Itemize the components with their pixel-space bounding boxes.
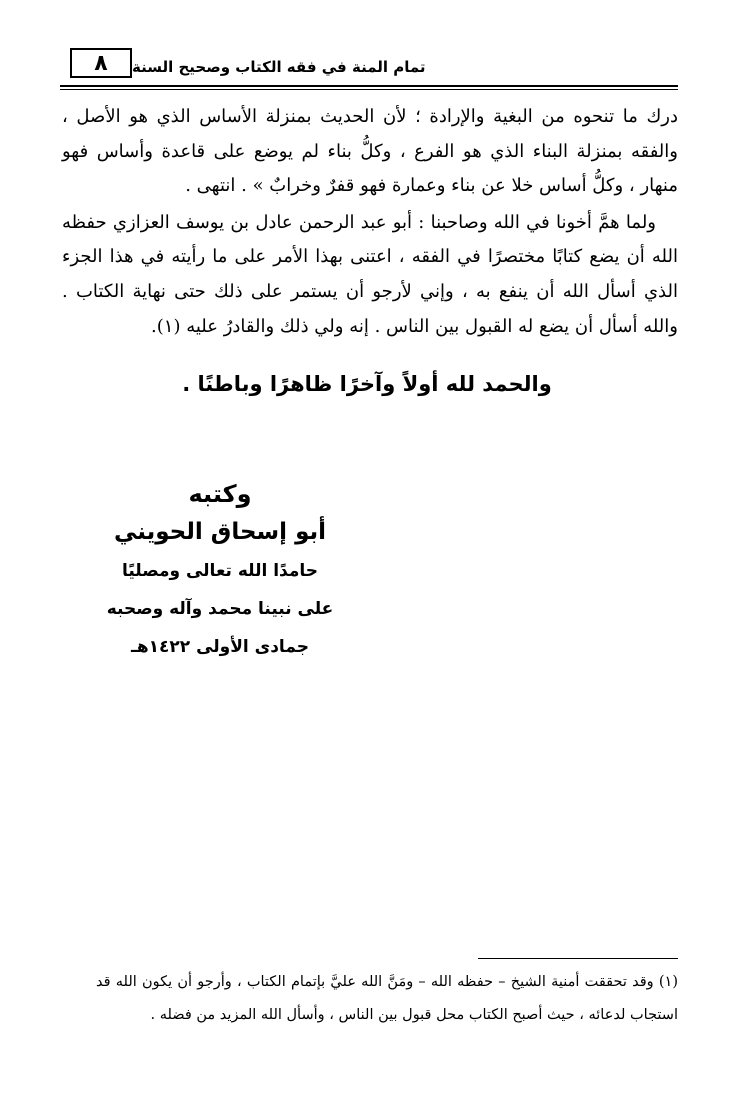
signature-wrote: وكتبه bbox=[188, 480, 252, 508]
header-rule bbox=[60, 85, 678, 87]
footnote bbox=[96, 966, 678, 1032]
page-number: ٨ bbox=[94, 50, 108, 76]
signature-date: جمادى الأولى ١٤٢٢هـ bbox=[131, 637, 309, 657]
book-title: تمام المنة في فقه الكتاب وصحيح السنة bbox=[132, 58, 426, 76]
header-rule-thin bbox=[60, 89, 678, 90]
author-name: أبو إسحاق الحويني bbox=[113, 519, 327, 545]
signature-block bbox=[90, 476, 350, 666]
signature-line-1: حامدًا الله تعالى ومصليًا bbox=[121, 561, 319, 581]
running-header bbox=[60, 48, 678, 86]
page-number-box bbox=[70, 48, 132, 78]
paragraph-1: درك ما تنحوه من البغية والإرادة ؛ لأن الحديث بمنزلة الأساس الذي هو الأصل ، والفقه بمنزلة البناء الذي هو الفرع ، وكلُّ بناء لم يوضع على قاعدة وأساس فهو منهار ، وكلُّ أساس خلا عن بناء وعمارة فهو قفرٌ وخرابٌ » . انتهى . bbox=[62, 106, 678, 197]
paragraph-2: ولما همَّ أخونا في الله وصاحبنا : أبو عبد الرحمن عادل بن يوسف العزازي حفظه الله أن يضع كتابًا مختصرًا في الفقه ، اعتنى بهذا الأمر على ما رأيته في هذا الجزء الذي أسأل الله أن ينفع به ، وإني لأرجو أن يستمر على ذلك حتى نهاية الكتاب . والله أسأل أن يضع له القبول بين الناس . إنه ولي ذلك والقادرُ عليه (١). bbox=[62, 211, 678, 337]
main-text bbox=[62, 100, 678, 344]
footnote-text: (١) وقد تحققت أمنية الشيخ – حفظه الله – ومَنَّ الله عليَّ بإتمام الكتاب ، وأرجو أن يكون الله قد استجاب لدعائه ، حيث أصبح الكتاب محل قبول بين الناس ، وأسأل الله المزيد من فضله . bbox=[96, 974, 678, 1023]
signature-line-2: على نبينا محمد وآله وصحبه bbox=[106, 599, 334, 619]
footnote-rule bbox=[478, 958, 678, 959]
closing-praise: والحمد لله أولاً وآخرًا ظاهرًا وباطنًا . bbox=[182, 372, 552, 396]
